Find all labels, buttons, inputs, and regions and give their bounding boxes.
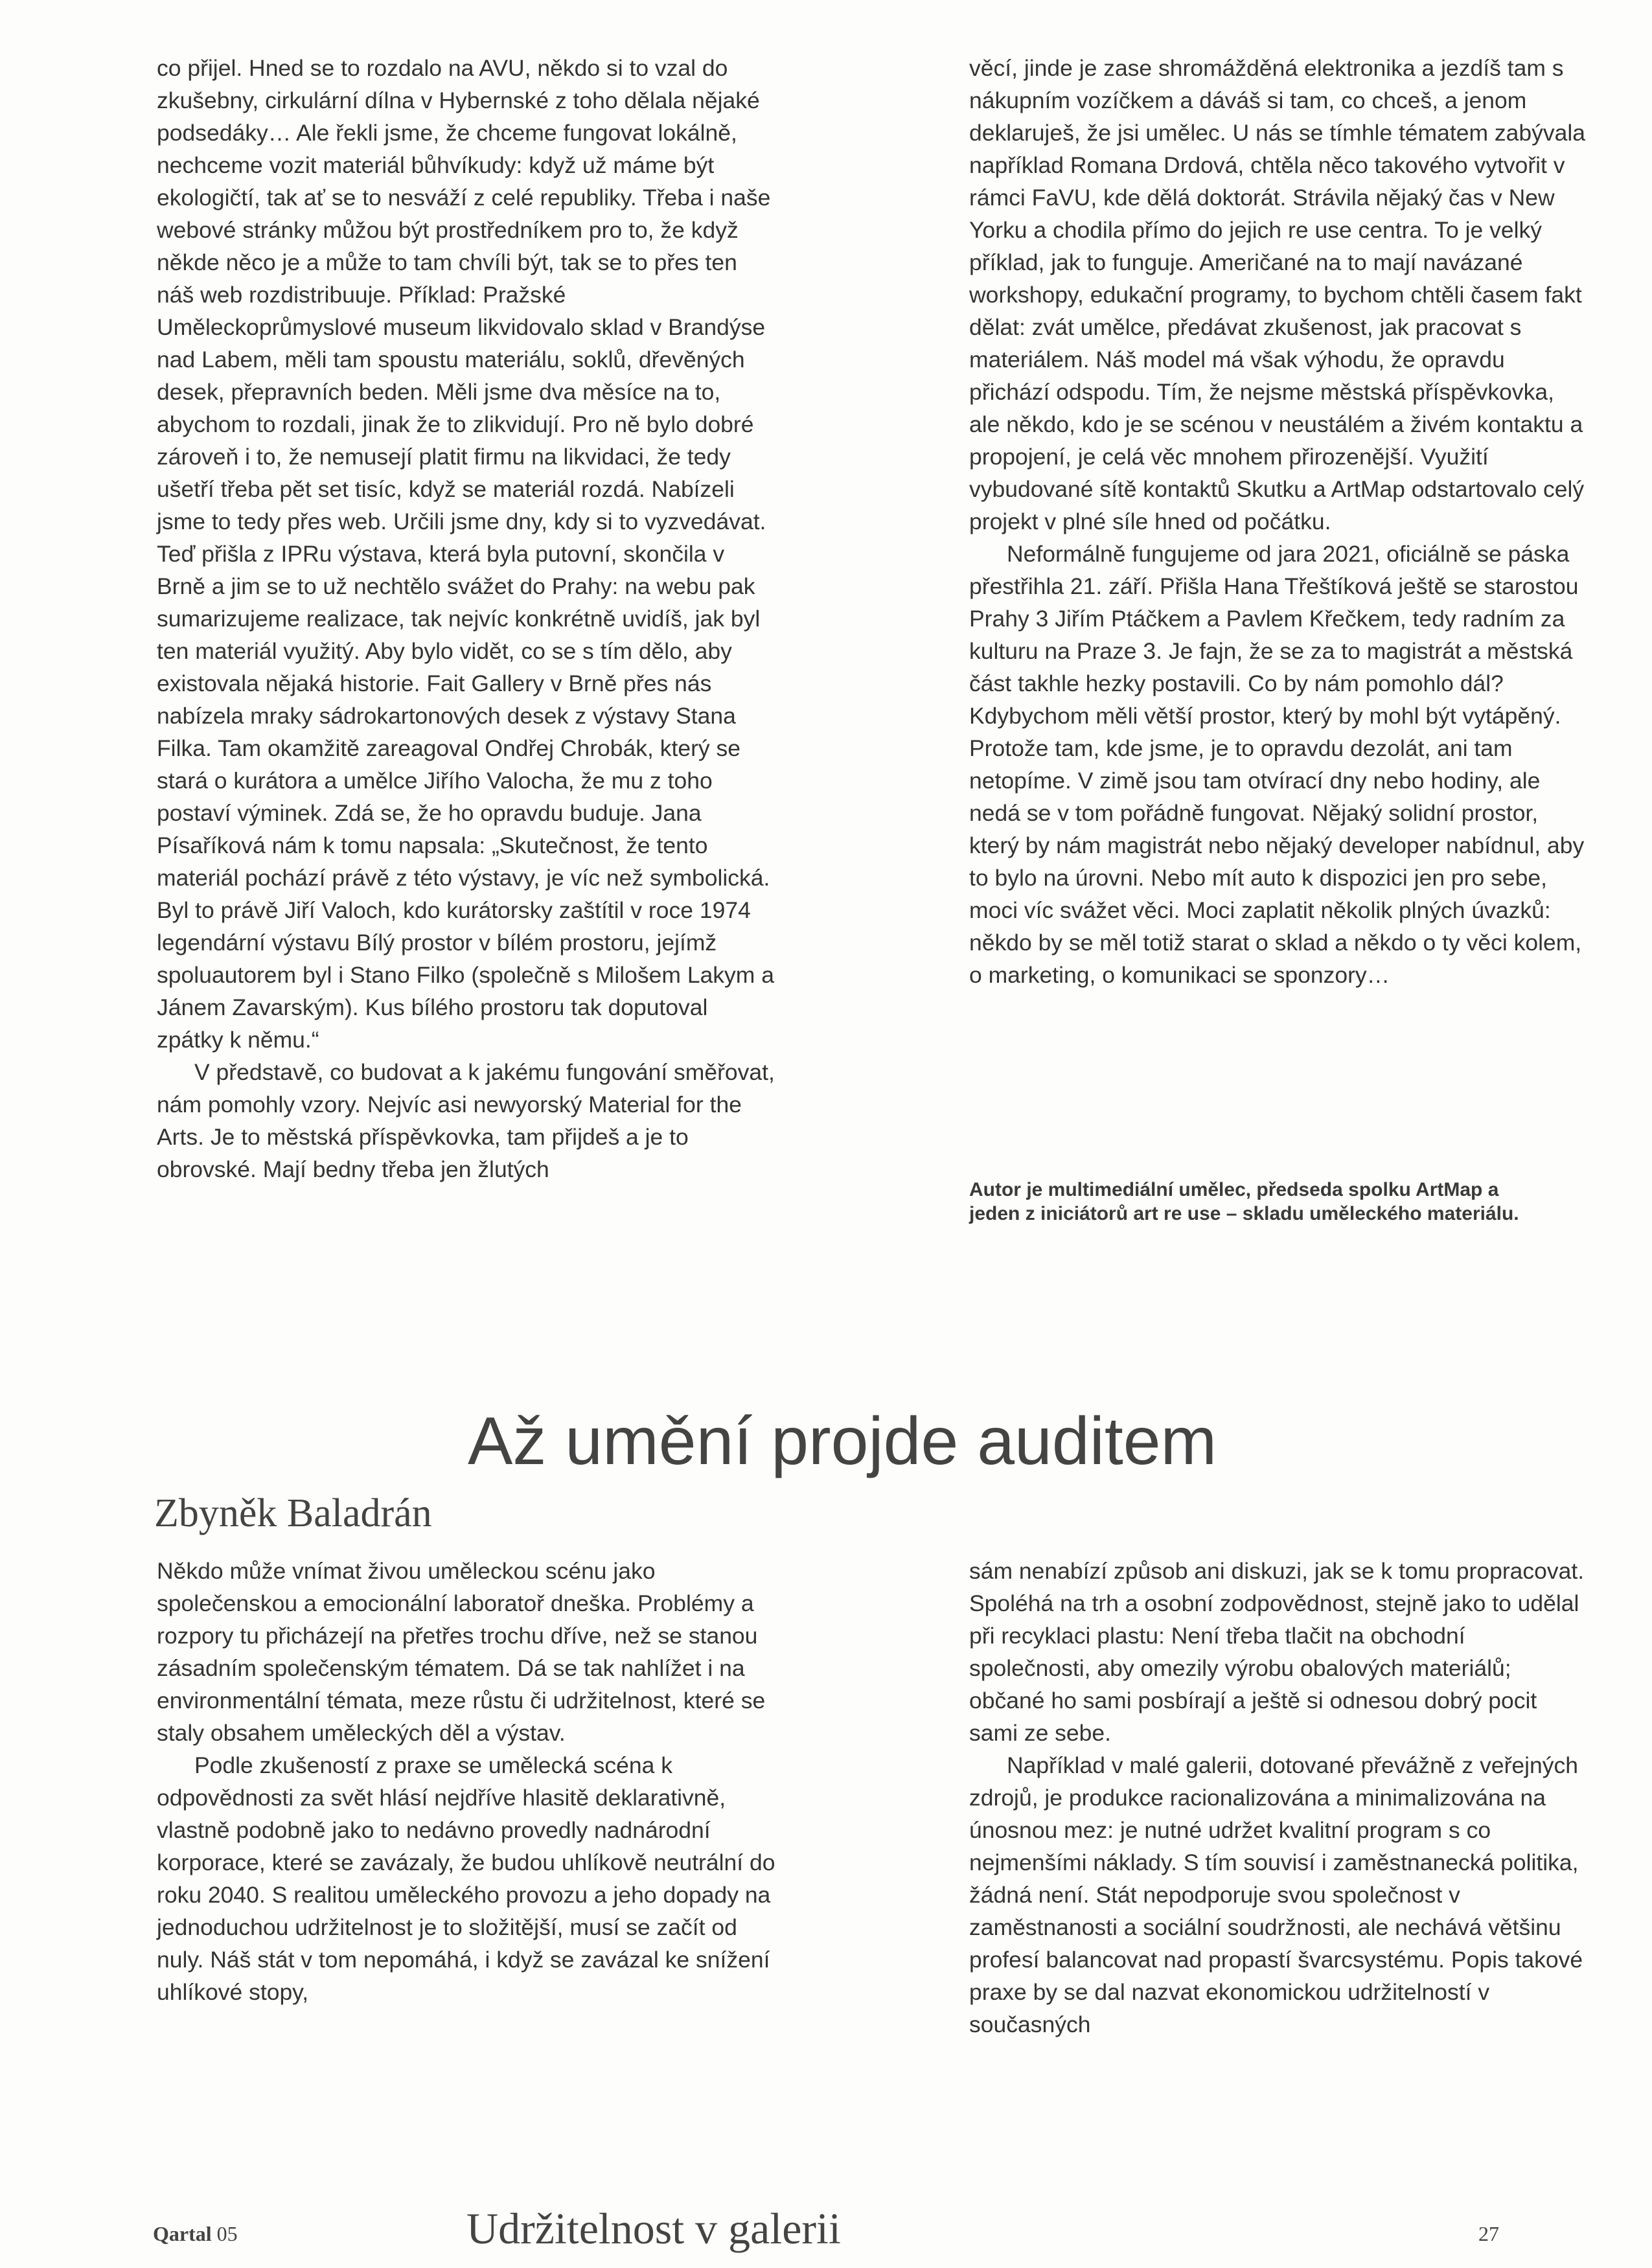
paragraph: co přijel. Hned se to rozdalo na AVU, někdo si to vzal do zkušebny, cirkulární dílna v Hybernské z toho dělala nějaké podsedáky… Ale řekli jsme, že chceme fungovat lokálně, nechceme vozit materiál bůhvíkudy: když už máme být ekologičtí, tak ať se to nesváží z celé republiky. Třeba i naše webové stránky můžou být prostředníkem pro to, že když někde něco je a může to tam chvíli být, tak se to přes ten náš web rozdistribuuje. Příklad: Pražské Uměleckoprůmyslové museum likvidovalo sklad v Brandýse nad Labem, měli tam spoustu materiálu, soklů, dřevěných desek, přepravních beden. Měli jsme dva měsíce na to, abychom to rozdali, jinak že to zlikvidují. Pro ně bylo dobré zároveň i to, že nemusejí platit firmu na likvidaci, že tedy ušetří třeba pět set tisíc, když se materiál rozdá. Nabízeli jsme to tedy přes web. Určili jsme dny, kdy si to vyzvedávat. Teď přišla z IPRu výstava, která byla putovní, skončila v Brně a jim se to už nechtělo svážet do Prahy: na webu pak sumarizujeme realizace, tak nejvíc konkrétně uvidíš, jak byl ten materiál využitý. Aby bylo vidět, co se s tím dělo, aby existovala nějaká historie. Fait Gallery v Brně přes nás nabízela mraky sádrokartonových desek z výstavy Stana Filka. Tam okamžitě zareagoval Ondřej Chrobák, který se stará o kurátora a umělce Jiřího Valocha, že mu z toho postaví výminek. Zdá se, že ho opravdu buduje. Jana Písaříková nám k tomu napsala: „Skutečnost, že tento materiál pochází právě z této výstavy, je víc než symbolická. Byl to právě Jiří Valoch, kdo kurátorsky zaštítil v roce 1974 legendární výstavu Bílý prostor v bílém prostoru, jejímž spoluautorem byl i Stano Filko (společně s Milošem Lakym a Jánem Zavarským). Kus bílého prostoru tak doputoval zpátky k němu.“	[157, 55, 774, 1053]
article1-column-1	[157, 52, 779, 1186]
article-title: Až umění projde auditem	[468, 1404, 1217, 1479]
footer-magazine	[153, 2221, 238, 2247]
issue-number: 05	[216, 2222, 238, 2245]
paragraph: Neformálně fungujeme od jara 2021, oficiálně se páska přestřihla 21. září. Přišla Hana Třeštíková ještě se starostou Prahy 3 Jiřím Ptáčkem a Pavlem Křečkem, tedy radním za kulturu na Praze 3. Je fajn, že se za to magistrát a městská část takhle hezky postavili. Co by nám pomohlo dál? Kdybychom měli větší prostor, který by mohl být vytápěný. Protože tam, kde jsme, je to opravdu dezolát, ani tam netopíme. V zimě jsou tam otvírací dny nebo hodiny, ale nedá se v tom pořádně fungovat. Nějaký solidní prostor, který by nám magistrát nebo nějaký developer nabídnul, aby to bylo na úrovni. Nebo mít auto k dispozici jen pro sebe, moci víc svážet věci. Moci zaplatit několik plných úvazků: někdo by se měl totiž starat o sklad a někdo o ty věci kolem, o marketing, o komunikaci se sponzory…	[969, 541, 1585, 988]
paragraph: věcí, jinde je zase shromážděná elektronika a jezdíš tam s nákupním vozíčkem a dáváš si tam, co chceš, a jenom deklaruješ, že jsi umělec. U nás se tímhle tématem zabývala například Romana Drdová, chtěla něco takového vytvořit v rámci FaVU, kde dělá doktorát. Strávila nějaký čas v New Yorku a chodila přímo do jejich re use centra. To je velký příklad, jak to funguje. Američané na to mají navázané workshopy, edukační programy, to bychom chtěli časem fakt dělat: zvát umělce, předávat zkušenost, jak pracovat s materiálem. Náš model má však výhodu, že opravdu přichází odspodu. Tím, že nejsme městská příspěvkovka, ale někdo, kdo je se scénou v neustálém a živém kontaktu a propojení, je celá věc mnohem přirozenější. Využití vybudované sítě kontaktů Skutku a ArtMap odstartovalo celý projekt v plné síle hned od počátku.	[969, 55, 1586, 534]
paragraph: Někdo může vnímat živou uměleckou scénu jako společenskou a emocionální laboratoř dneška. Problémy a rozpory tu přicházejí na přetřes trochu dříve, než se stanou zásadním společenským tématem. Dá se tak nahlížet i na environmentální témata, meze růstu či udržitelnost, které se staly obsahem uměleckých děl a výstav.	[157, 1558, 766, 1746]
article-author: Zbyněk Baladrán	[154, 1491, 432, 1535]
paragraph: sám nenabízí způsob ani diskuzi, jak se k tomu propracovat. Spoléhá na trh a osobní zodpovědnost, stejně jako to udělal při recyklaci plastu: Není třeba tlačit na obchodní společnosti, aby omezily výrobu obalových materiálů; občané ho sami posbírají a ještě si odnesou dobrý pocit sami ze sebe.	[969, 1558, 1585, 1746]
footer-section: Udržitelnost v galerii	[466, 2204, 841, 2253]
article2-column-2	[969, 1555, 1591, 2041]
paragraph: Například v malé galerii, dotované převážně z veřejných zdrojů, je produkce racionalizována a minimalizována na únosnou mez: je nutné udržet kvalitní program s co nejmenšími náklady. S tím souvisí i zaměstnanecká politika, žádná není. Stát nepodporuje svou společnost v zaměstnanosti a sociální soudržnosti, ale nechává většinu profesí balancovat nad propastí švarcsystému. Popis takové praxe by se dal nazvat ekonomickou udržitelností v současných	[969, 1752, 1583, 2037]
magazine-name: Qartal	[153, 2222, 212, 2245]
author-note: Autor je multimediální umělec, předseda spolku ArtMap a jeden z iniciátorů art re use – skladu uměleckého materiálu.	[969, 1179, 1519, 1224]
article1-column-2	[969, 52, 1591, 991]
page-number: 27	[1478, 2222, 1499, 2245]
article2-column-1	[157, 1555, 779, 2008]
paragraph: V představě, co budovat a k jakému fungování směřovat, nám pomohly vzory. Nejvíc asi newyorský Material for the Arts. Je to městská příspěvkovka, tam přijdeš a je to obrovské. Mají bedny třeba jen žlutých	[157, 1059, 775, 1182]
paragraph: Podle zkušeností z praxe se umělecká scéna k odpovědnosti za svět hlásí nejdříve hlasitě deklarativně, vlastně podobně jako to nedávno provedly nadnárodní korporace, které se zavázaly, že budou uhlíkově neutrální do roku 2040. S realitou uměleckého provozu a jeho dopady na jednoduchou udržitelnost je to složitější, musí se začít od nuly. Náš stát v tom nepomáhá, i když se zavázal ke snížení uhlíkové stopy,	[157, 1752, 775, 2005]
